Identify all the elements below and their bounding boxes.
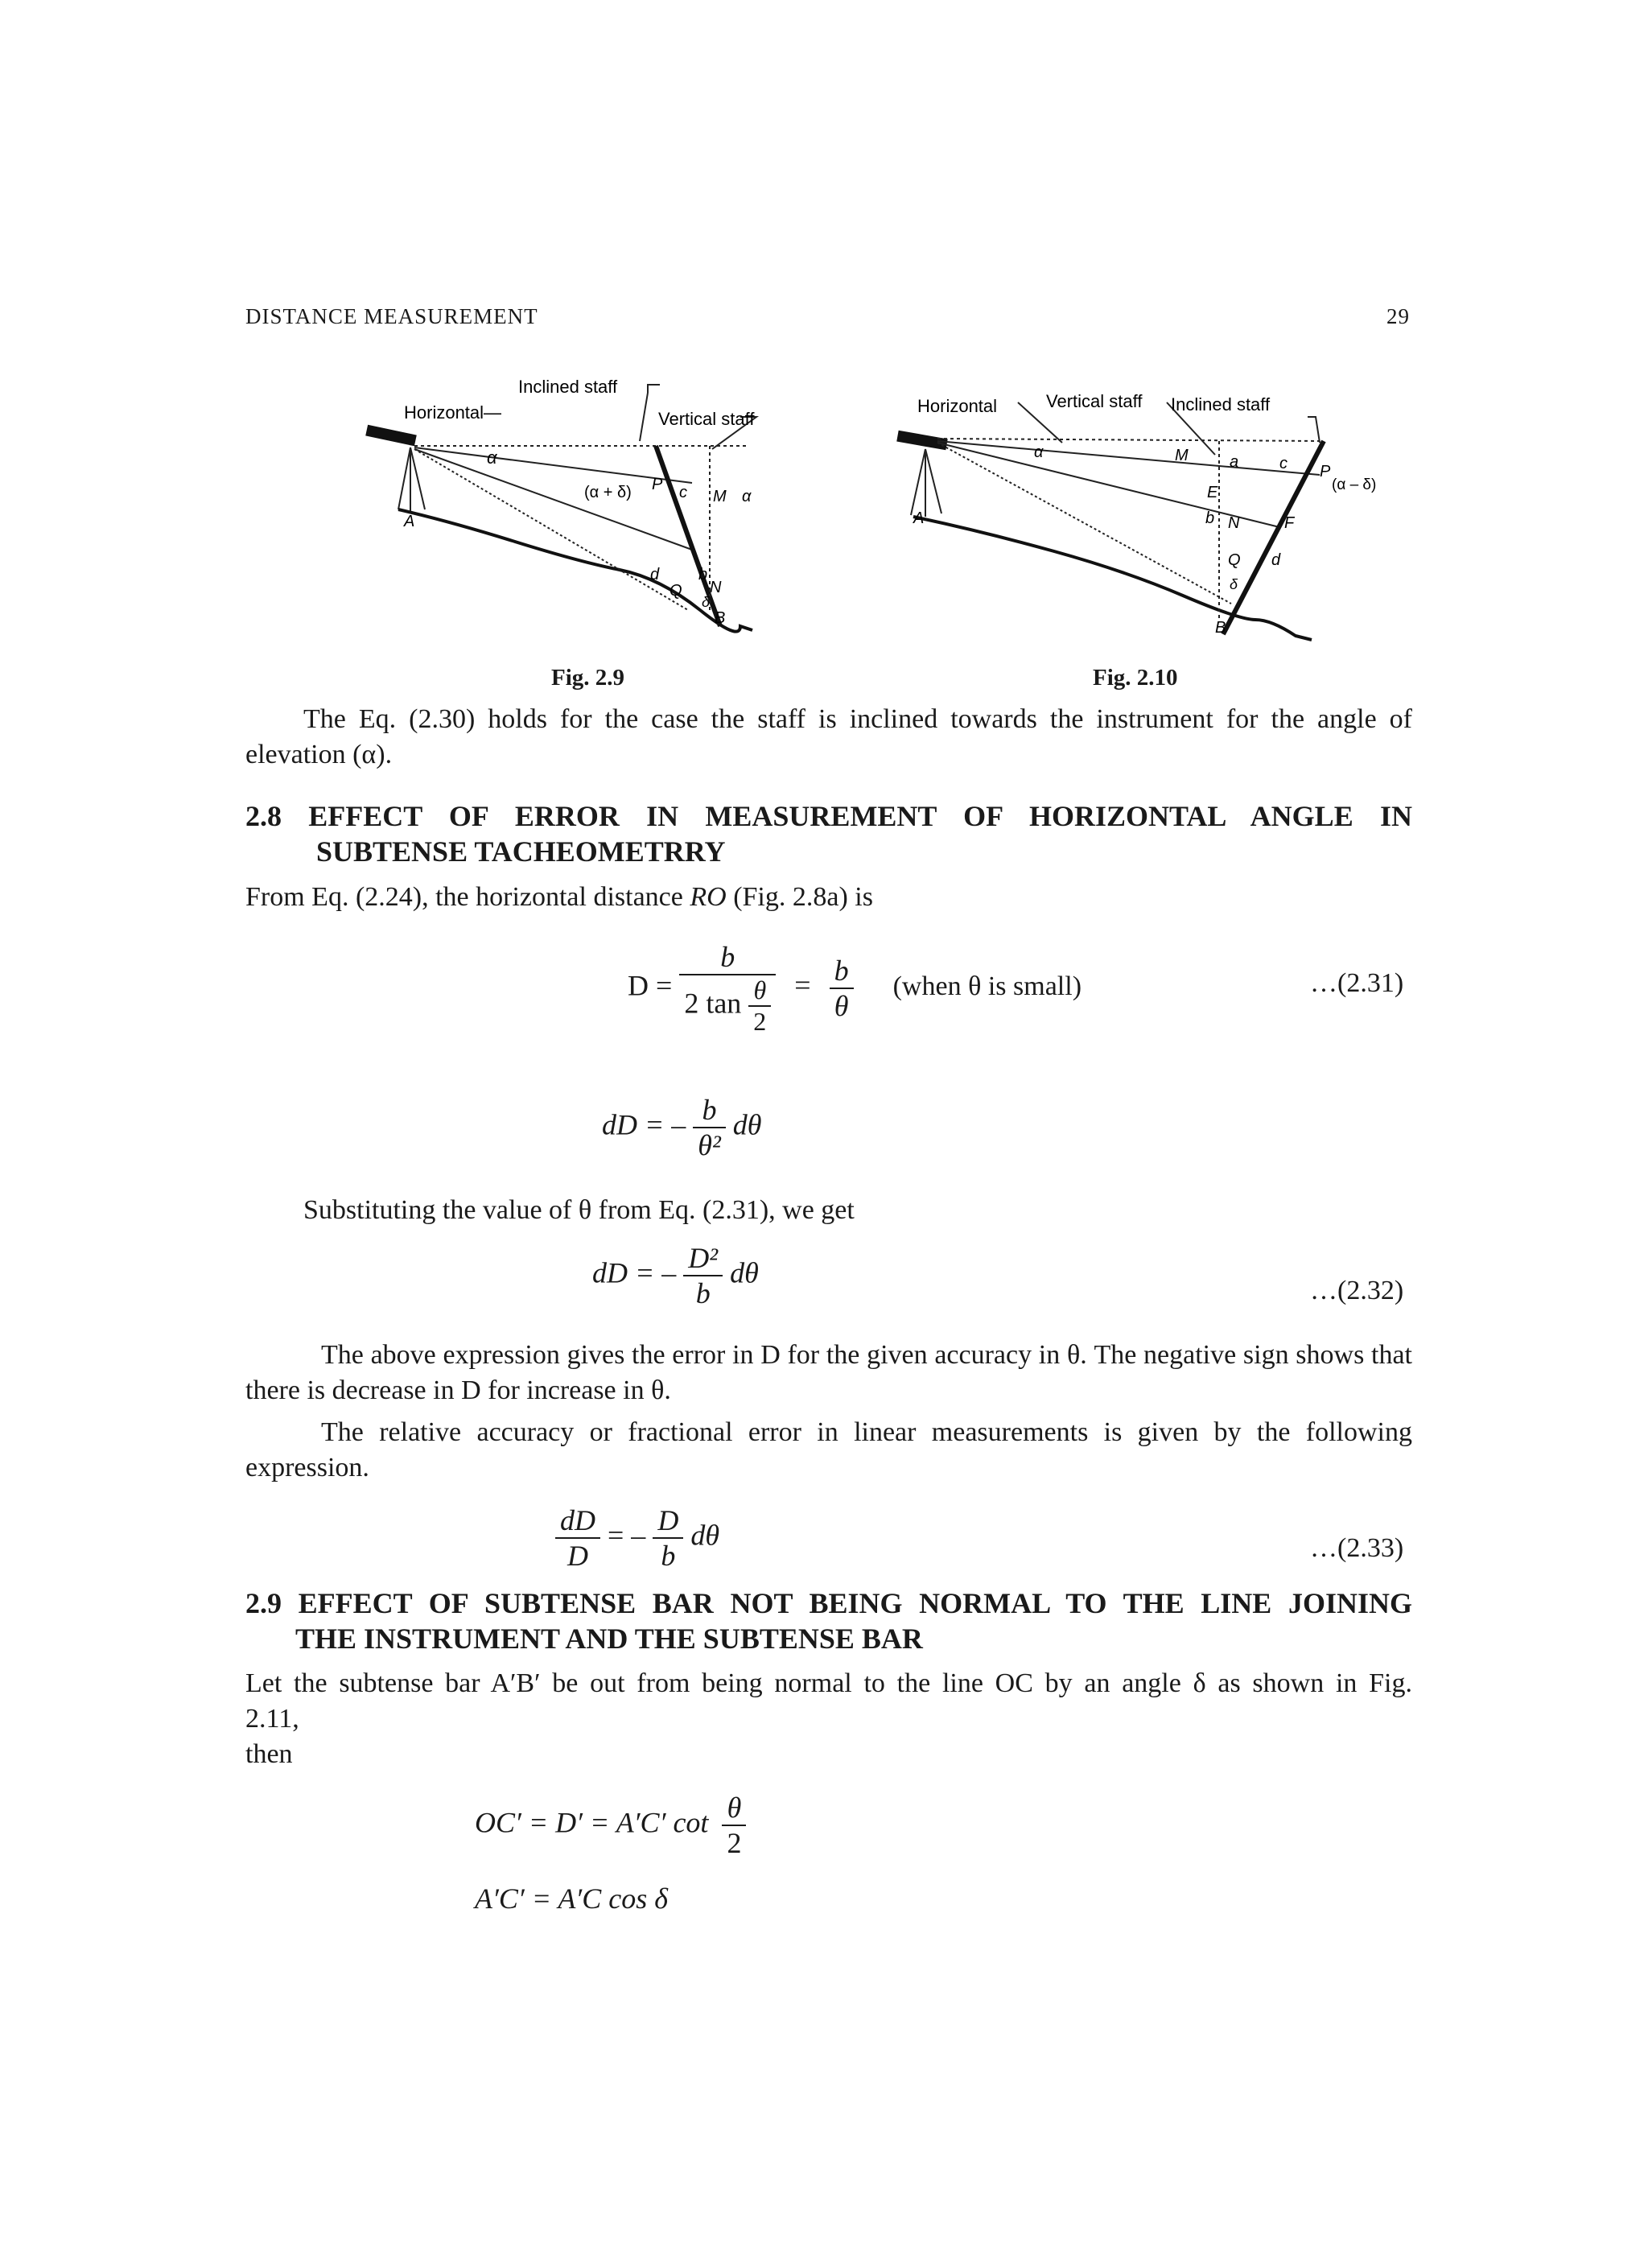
eq231-lhs: D = — [628, 969, 673, 1002]
label-A: A — [404, 513, 415, 530]
section-heading-2-9-line1: 2.9 EFFECT OF SUBTENSE BAR NOT BEING NORMAL TO THE LINE JOINING — [245, 1587, 1412, 1619]
label-P: P — [1320, 463, 1331, 480]
eq231-note: (when θ is small) — [892, 971, 1082, 1002]
eq231-number: …(2.31) — [1310, 968, 1404, 998]
paragraph-subtense-bar — [245, 1666, 1412, 1772]
instrument-telescope — [896, 431, 947, 451]
label-Q: Q — [1228, 551, 1241, 569]
label-N: N — [1228, 514, 1240, 532]
page-number: 29 — [1386, 304, 1410, 328]
paragraph-relative-accuracy: The relative accuracy or fractional error in linear measurements is given by the following expression. — [245, 1417, 1412, 1482]
eqdd-den: θ² — [698, 1129, 721, 1161]
label-inclined-staff: Inclined staff — [518, 377, 618, 397]
figure-caption-2-10: Fig. 2.10 — [1093, 665, 1178, 691]
label-F: F — [1284, 514, 1295, 532]
eq232-number: …(2.32) — [1310, 1276, 1404, 1305]
label-E: E — [1207, 484, 1218, 501]
eq231-frac1-den — [679, 975, 776, 1037]
label-d: d — [1271, 551, 1281, 569]
eqdd-rhs: dθ — [732, 1108, 762, 1141]
instrument-telescope — [365, 425, 417, 447]
eqdd-fraction — [693, 1093, 725, 1162]
figure-caption-2-9: Fig. 2.9 — [551, 665, 625, 691]
running-header: DISTANCE MEASUREMENT — [245, 304, 538, 328]
section-heading-2-9 — [245, 1586, 1412, 1656]
label-B: B — [715, 609, 726, 627]
intro-line-2-8 — [245, 880, 1412, 915]
eq233-num1: dD — [555, 1503, 600, 1539]
eq233-num2: D — [653, 1503, 683, 1539]
eq231-frac2-num: b — [830, 954, 854, 989]
intro-suffix: (Fig. 2.8a) is — [733, 882, 873, 912]
eq231-fraction-1 — [679, 940, 776, 1037]
sight-line-upper — [414, 447, 692, 483]
label-alpha-minus-delta: (α – δ) — [1332, 476, 1377, 493]
eq233-mid: = – — [608, 1519, 646, 1552]
label-alpha-right: α — [742, 488, 752, 505]
eq231-fraction-2 — [830, 954, 854, 1023]
label-alpha: α — [487, 447, 497, 468]
eq233-rhs: dθ — [690, 1519, 719, 1552]
eq231-frac1-num: b — [679, 940, 776, 975]
para-line2: 2.11, — [245, 1704, 299, 1734]
eq232-lhs: dD = – — [592, 1256, 677, 1289]
label-delta: δ — [1230, 576, 1238, 592]
equation-ac-prime: A′C′ = A′C cos δ — [475, 1882, 668, 1915]
label-alpha-plus-delta: (α + δ) — [584, 484, 632, 501]
label-M: M — [713, 488, 727, 505]
sight-line-middle — [414, 449, 692, 550]
section-heading-2-8-line1: 2.8 EFFECT OF ERROR IN MEASUREMENT OF HORIZONTAL ANGLE IN — [245, 800, 1412, 832]
label-horizontal: Horizontal — [917, 396, 998, 416]
eq233-number: …(2.33) — [1310, 1533, 1404, 1563]
figure-2-10 — [893, 378, 1408, 644]
section-heading-2-9-line2: THE INSTRUMENT AND THE SUBTENSE BAR — [295, 1623, 923, 1655]
equation-dD — [602, 1093, 761, 1162]
label-Q: Q — [670, 582, 682, 600]
eq232-fraction — [683, 1241, 723, 1310]
eq233-fraction-2 — [653, 1503, 683, 1573]
section-heading-2-8 — [245, 798, 1412, 869]
paragraph-eq-230: The Eq. (2.30) holds for the case the staff is inclined towards the instrument for the angle of elevation (α). — [245, 704, 1412, 769]
section-heading-2-8-line2: SUBTENSE TACHEOMETRRY — [316, 835, 726, 868]
label-alpha: α — [1034, 443, 1044, 461]
intro-ro: RO — [690, 882, 727, 912]
para-line1: Let the subtense bar A′B′ be out from being normal to the line OC by an angle δ as shown in Fig. — [245, 1668, 1412, 1698]
eqoc-lhs: OC′ = D′ = A′C′ cot — [475, 1806, 709, 1839]
eqoc-den: 2 — [727, 1827, 742, 1859]
eq233-den1: D — [567, 1540, 588, 1572]
label-b: b — [1205, 509, 1215, 527]
sight-line-lower — [414, 449, 688, 610]
eqdd-lhs: dD = – — [602, 1108, 686, 1141]
eq231-half-num: θ — [748, 975, 771, 1007]
label-a: a — [1230, 453, 1239, 471]
eq233-fraction-1 — [555, 1503, 600, 1573]
label-P: P — [652, 476, 663, 493]
label-M: M — [1175, 447, 1189, 464]
label-vertical-staff: Vertical staff — [1046, 391, 1143, 411]
paragraph-substituting: Substituting the value of θ from Eq. (2.31), we get — [303, 1195, 855, 1225]
label-A: A — [913, 509, 925, 527]
label-d: d — [650, 566, 660, 583]
para-line3: then — [245, 1739, 293, 1769]
sight-line-upper — [937, 441, 1320, 475]
label-c: c — [1279, 455, 1288, 472]
eqoc-fraction — [722, 1791, 746, 1860]
label-b: b — [698, 566, 708, 583]
label-delta: δ — [702, 594, 711, 610]
eqoc-num: θ — [722, 1791, 746, 1826]
eqdd-num: b — [693, 1093, 725, 1128]
label-horizontal: Horizontal— — [404, 402, 502, 423]
eq231-frac2-den: θ — [834, 990, 849, 1022]
intro-prefix: From Eq. (2.24), the horizontal distance — [245, 882, 683, 912]
equation-2-32 — [592, 1241, 759, 1310]
label-vertical-staff: Vertical staff — [658, 409, 755, 429]
eq233-den2: b — [661, 1540, 676, 1572]
eq231-half-fraction — [748, 975, 771, 1037]
eq231-frac1-den-prefix: 2 tan — [684, 987, 742, 1020]
eq232-num: D² — [683, 1241, 723, 1276]
label-inclined-staff: Inclined staff — [1171, 394, 1271, 414]
figure-2-9 — [354, 369, 772, 642]
paragraph-error: The above expression gives the error in D for the given accuracy in θ. The negative sign shows that there is decrease in D for increase in θ. — [245, 1340, 1412, 1405]
equation-2-33 — [555, 1503, 719, 1573]
label-B: B — [1215, 619, 1226, 637]
equation-oc-prime — [475, 1791, 746, 1860]
horizontal-line — [937, 439, 1320, 441]
eq231-half-den: 2 — [753, 1007, 767, 1036]
label-N: N — [710, 579, 722, 596]
equation-2-31 — [628, 940, 1082, 1037]
label-c: c — [679, 484, 687, 501]
eq232-rhs: dθ — [730, 1256, 759, 1289]
eq231-equals: = — [794, 969, 811, 1002]
eq232-den: b — [695, 1277, 711, 1309]
sight-line-lower — [937, 443, 1231, 604]
